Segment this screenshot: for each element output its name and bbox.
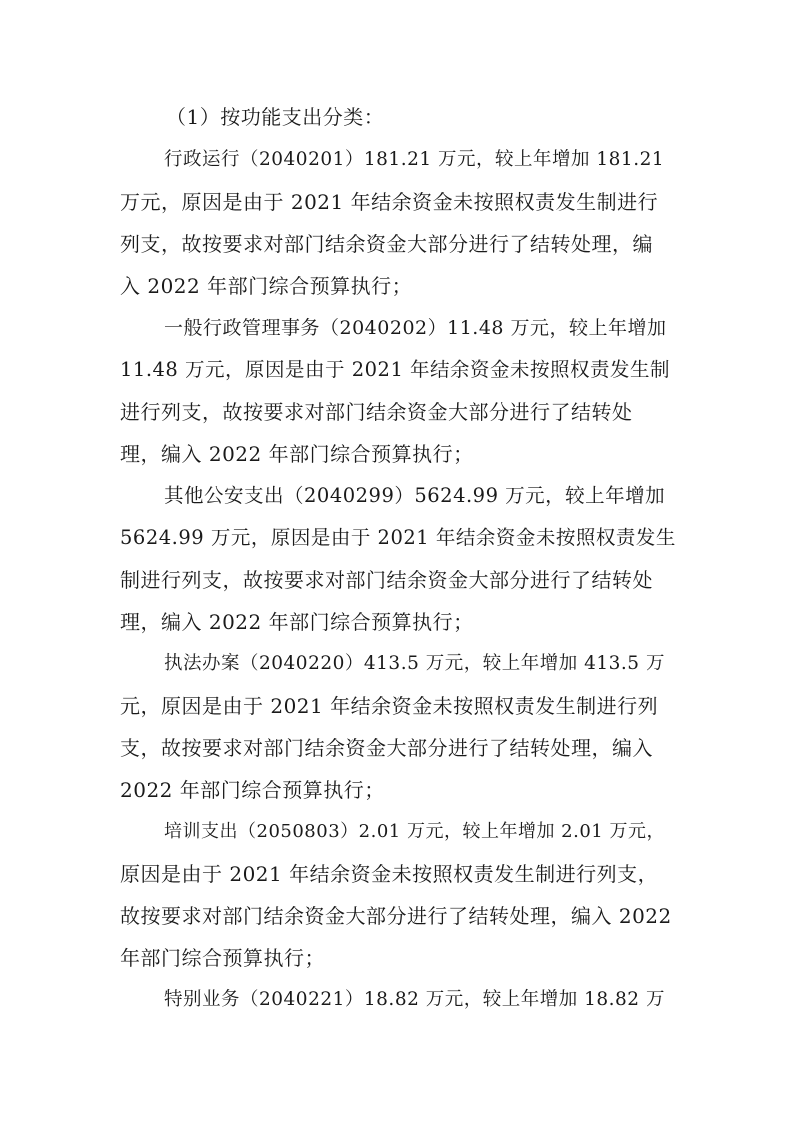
paragraph-line: 原因是由于 2021 年结余资金未按照权责发生制进行列支， (120, 862, 659, 886)
paragraph-line: 万元，原因是由于 2021 年结余资金未按照权责发生制进行 (120, 190, 659, 214)
paragraph-line: 2022 年部门综合预算执行； (120, 778, 385, 802)
paragraph-line: 制进行列支，故按要求对部门结余资金大部分进行了结转处 (120, 568, 653, 592)
paragraph-line: 理，编入 2022 年部门综合预算执行； (120, 442, 474, 466)
paragraph-line: 元，原因是由于 2021 年结余资金未按照权责发生制进行列 (120, 694, 659, 718)
section-heading: （1）按功能支出分类： (166, 105, 385, 129)
paragraph-line: 5624.99 万元，原因是由于 2021 年结余资金未按照权责发生 (120, 526, 676, 549)
paragraph-line: 理，编入 2022 年部门综合预算执行； (120, 610, 474, 634)
paragraph-line: 进行列支，故按要求对部门结余资金大部分进行了结转处 (120, 400, 633, 424)
paragraph-line: 其他公安支出（2040299）5624.99 万元，较上年增加 (164, 484, 666, 507)
paragraph-line: 故按要求对部门结余资金大部分进行了结转处理，编入 2022 (120, 904, 672, 928)
paragraph-line: 入 2022 年部门综合预算执行； (120, 274, 413, 298)
paragraph-line: 支，故按要求对部门结余资金大部分进行了结转处理，编入 (120, 736, 653, 760)
paragraph-line: 特别业务（2040221）18.82 万元，较上年增加 18.82 万 (164, 989, 665, 1010)
paragraph-line: 11.48 万元，原因是由于 2021 年结余资金未按照权责发生制 (120, 358, 671, 381)
paragraph-line: 列支，故按要求对部门结余资金大部分进行了结转处理，编 (120, 232, 653, 256)
paragraph-line: 年部门综合预算执行； (120, 946, 325, 970)
paragraph-line: 执法办案（2040220）413.5 万元，较上年增加 413.5 万 (164, 653, 665, 674)
paragraph-line: 行政运行（2040201）181.21 万元，较上年增加 181.21 (164, 149, 665, 170)
paragraph-line: 培训支出（2050803）2.01 万元，较上年增加 2.01 万元， (164, 821, 665, 842)
paragraph-line: 一般行政管理事务（2040202）11.48 万元，较上年增加 (164, 317, 667, 339)
